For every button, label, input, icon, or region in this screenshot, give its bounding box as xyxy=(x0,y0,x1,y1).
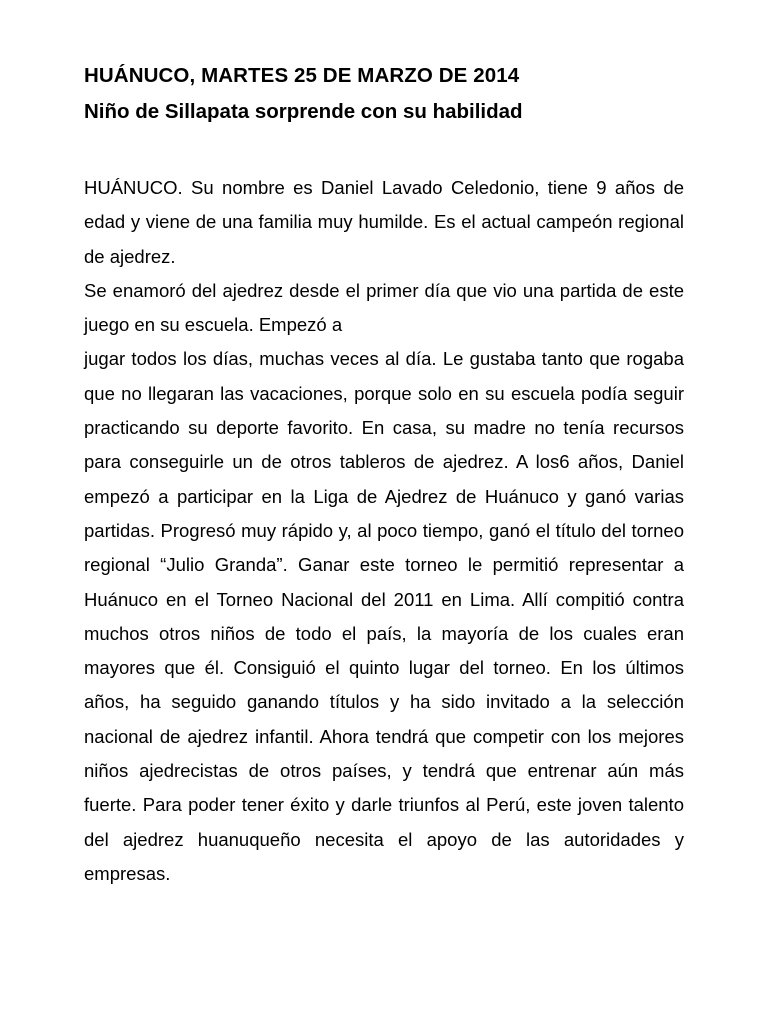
paragraph-2: Se enamoró del ajedrez desde el primer día que vio una partida de este juego en su escuela. Empezó a xyxy=(84,279,684,336)
paragraph-3: jugar todos los días, muchas veces al día. Le gustaba tanto que rogaba que no llegaran las vacaciones, porque solo en su escuela podía seguir practicando su deporte favorito. En casa, su madre no tenía recursos para conseguirle un de otros tableros de ajedrez. A los6 años, Daniel empezó a participar en la Liga de Ajedrez de Huánuco y ganó varias partidas. Progresó muy rápido y, al poco tiempo, ganó el título del torneo regional “Julio Granda”. Ganar este torneo le permitió representar a Huánuco en el Torneo Nacional del 2011 en Lima. Allí compitió contra muchos otros niños de todo el país, la mayoría de los cuales eran mayores que él. Consiguió el quinto lugar del torneo. En los últimos años, ha seguido ganando títulos y ha sido invitado a la selección nacional de ajedrez infantil. Ahora tendrá que competir con los mejores niños ajedrecistas de otros países, y tendrá que entrenar aún más fuerte. Para poder tener éxito y darle triunfos al Perú, este joven talento del ajedrez huanuqueño necesita el apoyo de las autoridades y empresas. xyxy=(84,348,684,884)
paragraph-1: HUÁNUCO. Su nombre es Daniel Lavado Celedonio, tiene 9 años de edad y viene de una familia muy humilde. Es el actual campeón regional de ajedrez. xyxy=(84,177,684,267)
headline: Niño de Sillapata sorprende con su habilidad xyxy=(84,100,523,123)
dateline: HUÁNUCO, MARTES 25 DE MARZO DE 2014 xyxy=(84,64,520,87)
article-body xyxy=(84,171,684,891)
